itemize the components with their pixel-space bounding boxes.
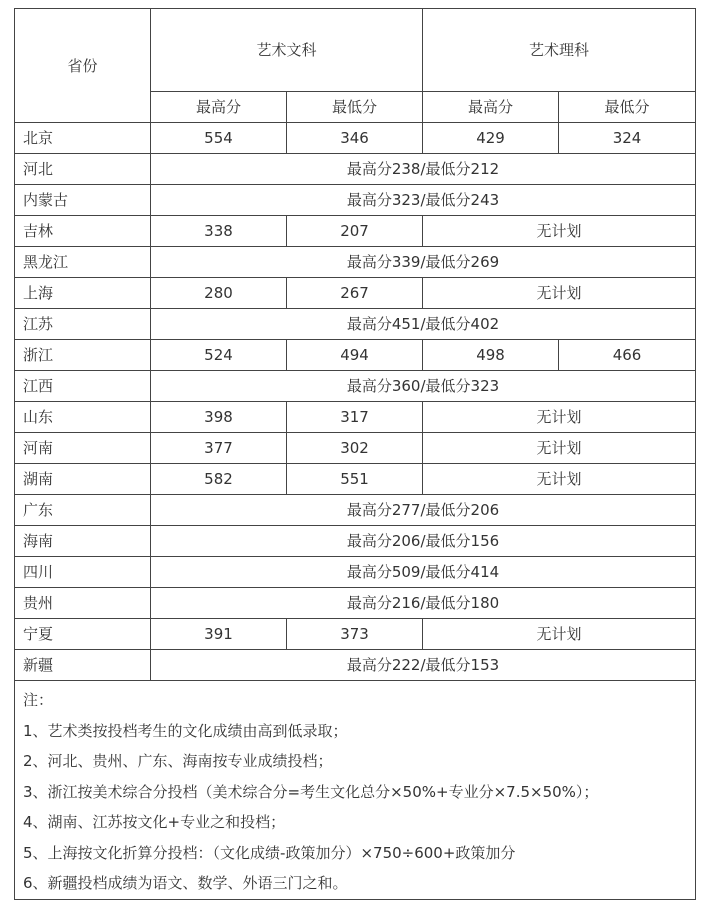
province-cell: 北京 <box>15 123 151 154</box>
table-row <box>15 402 696 433</box>
merged-score-cell: 最高分206/最低分156 <box>151 526 696 557</box>
table-row <box>15 309 696 340</box>
note-line: 5、上海按文化折算分投档：（文化成绩-政策加分）×750÷600+政策加分 <box>23 843 516 862</box>
table-row <box>15 340 696 371</box>
province-cell: 新疆 <box>15 650 151 681</box>
score-li-max-cell: 429 <box>423 123 559 154</box>
province-cell: 河南 <box>15 433 151 464</box>
table-row <box>15 526 696 557</box>
score-wen-min-cell: 373 <box>287 619 423 650</box>
province-cell: 吉林 <box>15 216 151 247</box>
table-row <box>15 557 696 588</box>
no-plan-cell: 无计划 <box>423 216 696 247</box>
header-arts-liberal: 艺术文科 <box>151 9 423 92</box>
score-wen-max-cell: 338 <box>151 216 287 247</box>
no-plan-cell: 无计划 <box>423 278 696 309</box>
province-cell: 河北 <box>15 154 151 185</box>
no-plan-cell: 无计划 <box>423 433 696 464</box>
table-row <box>15 371 696 402</box>
score-wen-min-cell: 551 <box>287 464 423 495</box>
province-cell: 贵州 <box>15 588 151 619</box>
merged-score-cell: 最高分451/最低分402 <box>151 309 696 340</box>
province-cell: 四川 <box>15 557 151 588</box>
merged-score-cell: 最高分238/最低分212 <box>151 154 696 185</box>
score-wen-max-cell: 524 <box>151 340 287 371</box>
score-li-min-cell: 324 <box>559 123 696 154</box>
header-li-max: 最高分 <box>423 92 559 123</box>
score-wen-min-cell: 302 <box>287 433 423 464</box>
note-line: 1、艺术类按投档考生的文化成绩由高到低录取； <box>23 721 348 740</box>
score-wen-max-cell: 398 <box>151 402 287 433</box>
province-cell: 宁夏 <box>15 619 151 650</box>
header-province: 省份 <box>15 9 151 123</box>
score-wen-min-cell: 346 <box>287 123 423 154</box>
notes-title: 注： <box>23 691 54 709</box>
table-row <box>15 588 696 619</box>
score-wen-max-cell: 582 <box>151 464 287 495</box>
header-wen-max: 最高分 <box>151 92 287 123</box>
table-row <box>15 247 696 278</box>
table-row <box>15 185 696 216</box>
note-line: 3、浙江按美术综合分投档（美术综合分=考生文化总分×50%+专业分×7.5×50%）； <box>23 782 599 801</box>
province-cell: 黑龙江 <box>15 247 151 278</box>
no-plan-cell: 无计划 <box>423 619 696 650</box>
table-row <box>15 278 696 309</box>
header-wen-min: 最低分 <box>287 92 423 123</box>
score-table-container <box>14 8 695 900</box>
score-wen-min-cell: 317 <box>287 402 423 433</box>
score-wen-min-cell: 207 <box>287 216 423 247</box>
table-row <box>15 619 696 650</box>
header-arts-science: 艺术理科 <box>423 9 696 92</box>
header-li-min: 最低分 <box>559 92 696 123</box>
no-plan-cell: 无计划 <box>423 402 696 433</box>
merged-score-cell: 最高分216/最低分180 <box>151 588 696 619</box>
merged-score-cell: 最高分222/最低分153 <box>151 650 696 681</box>
province-cell: 湖南 <box>15 464 151 495</box>
score-table <box>14 8 696 900</box>
province-cell: 江西 <box>15 371 151 402</box>
header-row-group <box>15 9 696 92</box>
merged-score-cell: 最高分509/最低分414 <box>151 557 696 588</box>
score-wen-min-cell: 267 <box>287 278 423 309</box>
score-wen-min-cell: 494 <box>287 340 423 371</box>
table-row <box>15 464 696 495</box>
score-wen-max-cell: 391 <box>151 619 287 650</box>
province-cell: 山东 <box>15 402 151 433</box>
note-line: 2、河北、贵州、广东、海南按专业成绩投档； <box>23 752 333 770</box>
table-body <box>15 123 696 681</box>
table-row <box>15 154 696 185</box>
province-cell: 浙江 <box>15 340 151 371</box>
province-cell: 内蒙古 <box>15 185 151 216</box>
note-line: 6、新疆投档成绩为语文、数学、外语三门之和。 <box>23 874 348 892</box>
merged-score-cell: 最高分277/最低分206 <box>151 495 696 526</box>
merged-score-cell: 最高分360/最低分323 <box>151 371 696 402</box>
table-row <box>15 495 696 526</box>
table-row <box>15 216 696 247</box>
table-row <box>15 650 696 681</box>
score-wen-max-cell: 280 <box>151 278 287 309</box>
province-cell: 广东 <box>15 495 151 526</box>
merged-score-cell: 最高分339/最低分269 <box>151 247 696 278</box>
notes-cell <box>15 681 696 900</box>
no-plan-cell: 无计划 <box>423 464 696 495</box>
province-cell: 江苏 <box>15 309 151 340</box>
score-wen-max-cell: 554 <box>151 123 287 154</box>
table-row <box>15 123 696 154</box>
merged-score-cell: 最高分323/最低分243 <box>151 185 696 216</box>
table-row <box>15 433 696 464</box>
score-wen-max-cell: 377 <box>151 433 287 464</box>
province-cell: 上海 <box>15 278 151 309</box>
notes-row <box>15 681 696 900</box>
note-line: 4、湖南、江苏按文化+专业之和投档； <box>23 813 286 831</box>
score-li-max-cell: 498 <box>423 340 559 371</box>
province-cell: 海南 <box>15 526 151 557</box>
score-li-min-cell: 466 <box>559 340 696 371</box>
